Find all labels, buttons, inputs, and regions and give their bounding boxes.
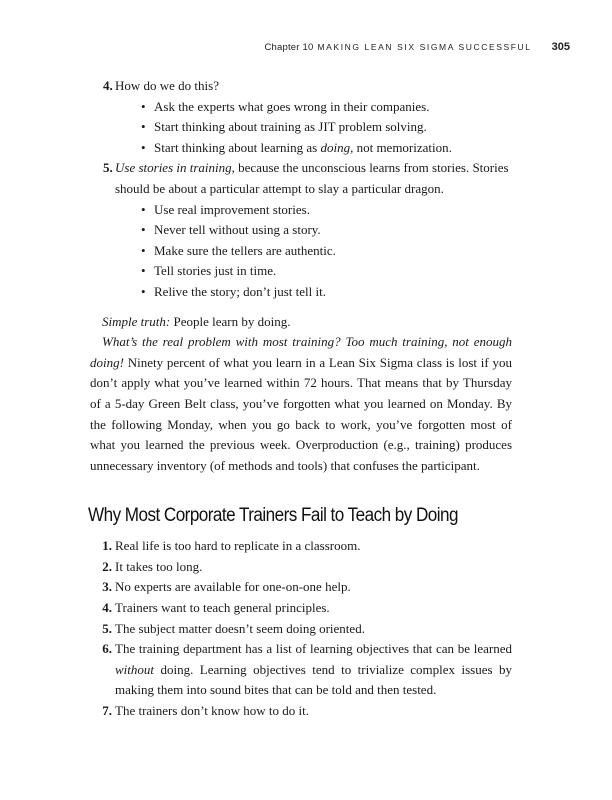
bullet-icon: • (141, 222, 146, 238)
reason-item (90, 701, 512, 722)
numbered-list-reasons (90, 536, 512, 721)
item-number: 3. (102, 579, 112, 595)
list-item-5 (90, 158, 512, 302)
bullet-list (115, 97, 512, 159)
item-number: 2. (102, 558, 112, 574)
item-number: 4. (103, 78, 113, 93)
item-number: 6. (102, 641, 112, 657)
page-number: 305 (551, 41, 570, 53)
reason-text: No experts are available for one-on-one help. (115, 579, 351, 595)
item-number: 1. (102, 538, 112, 554)
bullet-icon: • (141, 139, 146, 155)
bullet-icon: • (141, 201, 146, 217)
bullet-text: Start thinking about learning as (154, 139, 321, 155)
item-number: 7. (102, 703, 112, 719)
bullet-item (115, 282, 512, 303)
item-number: 5. (103, 160, 113, 176)
bullet-icon: • (141, 283, 146, 299)
section-heading: Why Most Corporate Trainers Fail to Teach by Doing (88, 505, 458, 527)
reason-emphasis: without (115, 661, 155, 677)
bullet-text: Use real improvement stories. (154, 201, 310, 217)
simple-truth-label: Simple truth: (102, 313, 171, 329)
reason-item (90, 536, 512, 557)
reason-text: The trainers don’t know how to do it. (115, 703, 310, 719)
reason-text: Trainers want to teach general principles. (115, 600, 330, 616)
paragraph-text: Ninety percent of what you learn in a Lean Six Sigma class is lost if you don’t apply what you’ve learned within 72 hours. That means that by Thursday of a 5-day Green Belt class, you’ve forgotten what you learned on Monday. By the following Monday, when you go back to work, you’ve forgotten most of what you learned the previous week. Overproduction (e.g., training) produces unnecessary inventory (of methods and tools) that confuses the participant. (90, 354, 512, 473)
bullet-text: Never tell without using a story. (154, 222, 321, 238)
running-head (264, 41, 570, 53)
bullet-icon: • (141, 263, 146, 279)
bullet-text: Tell stories just in time. (154, 263, 277, 279)
simple-truth (90, 312, 512, 333)
item-text: , because the unconscious learns from stories. Stories should be about a particular attempt to slay a particular dragon. (115, 160, 509, 196)
bullet-emphasis: doing (320, 139, 351, 155)
list-item-4 (90, 76, 512, 158)
reason-text: Real life is too hard to replicate in a classroom. (115, 538, 361, 554)
bullet-item (115, 241, 512, 262)
reason-text: It takes too long. (115, 558, 203, 574)
bullet-item (115, 220, 512, 241)
reason-text: The subject matter doesn’t seem doing oriented. (115, 620, 365, 636)
bullet-icon: • (141, 242, 146, 258)
chapter-label: Chapter 10 (264, 42, 314, 53)
numbered-list-top (90, 76, 512, 303)
reason-item (90, 557, 512, 578)
bullet-text: Relive the story; don’t just tell it. (154, 283, 326, 299)
bullet-item (115, 117, 512, 138)
item-number: 5. (102, 620, 112, 636)
bullet-text: Make sure the tellers are authentic. (154, 242, 336, 258)
chapter-title: MAKING LEAN SIX SIGMA SUCCESSFUL (317, 42, 532, 52)
bullet-text: Start thinking about training as JIT problem solving. (154, 119, 427, 135)
simple-truth-text: People learn by doing. (170, 313, 291, 329)
item-number: 4. (102, 600, 112, 616)
bullet-icon: • (141, 98, 146, 114)
reason-text-tail: doing. Learning objectives tend to trivialize complex issues by making them into sound bites that can be told and then tested. (115, 661, 512, 698)
reason-item (90, 639, 512, 701)
body-paragraph (90, 332, 512, 476)
page-body (90, 76, 512, 722)
reason-item (90, 598, 512, 619)
bullet-list (115, 200, 512, 303)
reason-item (90, 619, 512, 640)
bullet-item (115, 200, 512, 221)
bullet-icon: • (141, 119, 146, 135)
bullet-text: Ask the experts what goes wrong in their companies. (154, 98, 430, 114)
item-emphasis: Use stories in training (115, 160, 232, 176)
bullet-item (115, 138, 512, 159)
bullet-text-tail: , not memorization. (350, 139, 452, 155)
reason-item (90, 577, 512, 598)
bullet-item (115, 261, 512, 282)
reason-text: The training department has a list of learning objectives that can be learned (115, 641, 512, 657)
item-text: How do we do this? (115, 78, 219, 93)
paragraph-emphasis: What’s the real problem with most training? Too much training, not enough doing! (90, 334, 512, 370)
bullet-item (115, 97, 512, 118)
